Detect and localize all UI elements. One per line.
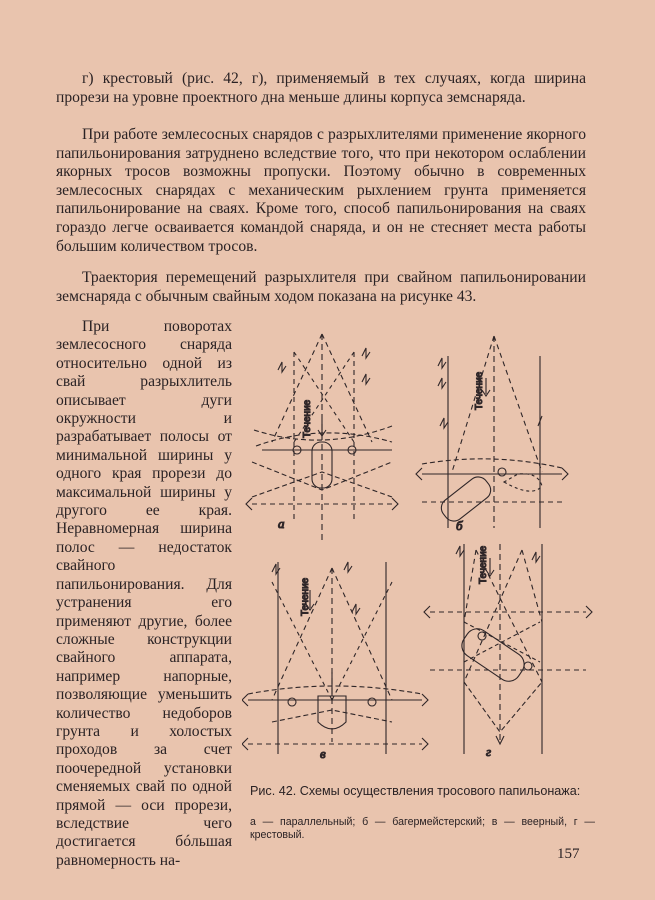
scheme-g-crossed xyxy=(424,544,592,754)
scheme-b-bagermeister xyxy=(416,336,568,528)
flow-label-g: Течение xyxy=(478,545,489,584)
scheme-label-a: а xyxy=(278,516,285,531)
paragraph-trajectory: Траектория перемещений разрыхлителя при свайном папильонировании земснаряда с обычным свайным ходом показана на рисунке 43. xyxy=(56,269,586,305)
paragraph-crossed-method: г) крестовый (рис. 42, г), применяемый в тех случаях, когда ширина прорези на уровне проектного дна меньше длины корпуса земснаряда. xyxy=(56,70,586,106)
page-number: 157 xyxy=(557,846,580,862)
scheme-label-v: в xyxy=(320,746,326,761)
paragraph-anchor-vs-pile: При работе землесосных снарядов с разрыхлителями применение якорного папильонирования затруднено вследствие того, что при некотором ослаблении якорных тросов возможны пропуски. Поэтому обычно в современных землесосных снарядах с механическим рыхлением грунта применяется папильонирование на сваях. Кроме того, способ папильонирования на сваях гораздо легче осваивается командой снаряда, и он не стесняет места работы большим количеством тросов. xyxy=(56,126,586,255)
scheme-label-g: г xyxy=(486,744,492,759)
figure-42-swinging-schemes xyxy=(242,322,594,762)
figure-legend: а — параллельный; б — багермейстерский; в — веерный, г — крестовый. xyxy=(250,816,595,841)
scheme-v-fan xyxy=(242,562,428,754)
flow-label-b: Течение xyxy=(474,371,485,410)
figure-caption: Рис. 42. Схемы осуществления тросового папильонажа: xyxy=(250,784,581,798)
scheme-a-parallel xyxy=(246,334,398,540)
flow-label-a: Течение xyxy=(302,399,313,438)
swinging-schemes-drawing xyxy=(242,322,594,762)
paragraph-pile-rotation: При поворотах землесосного снаряда относительно одной из свай разрыхлитель описывает дуги окружности и разрабатывает полосы от минимальной ширины у одного края прорези до максимальной ширины у другого ее края. Неравномерная ширина полос — недостаток свайного папильонирования. Для устранения его применяют другие, более сложные конструкции свайного аппарата, например напорные, позволяющие уменьшить количество недоборов грунта и холостых проходов за счет поочередной установки сменяемых свай по одной прямой — оси прорези, вследствие чего достигается бóльшая равномерность на- xyxy=(56,318,232,869)
scheme-label-b: б xyxy=(456,518,463,533)
flow-label-v: Течение xyxy=(300,577,311,616)
